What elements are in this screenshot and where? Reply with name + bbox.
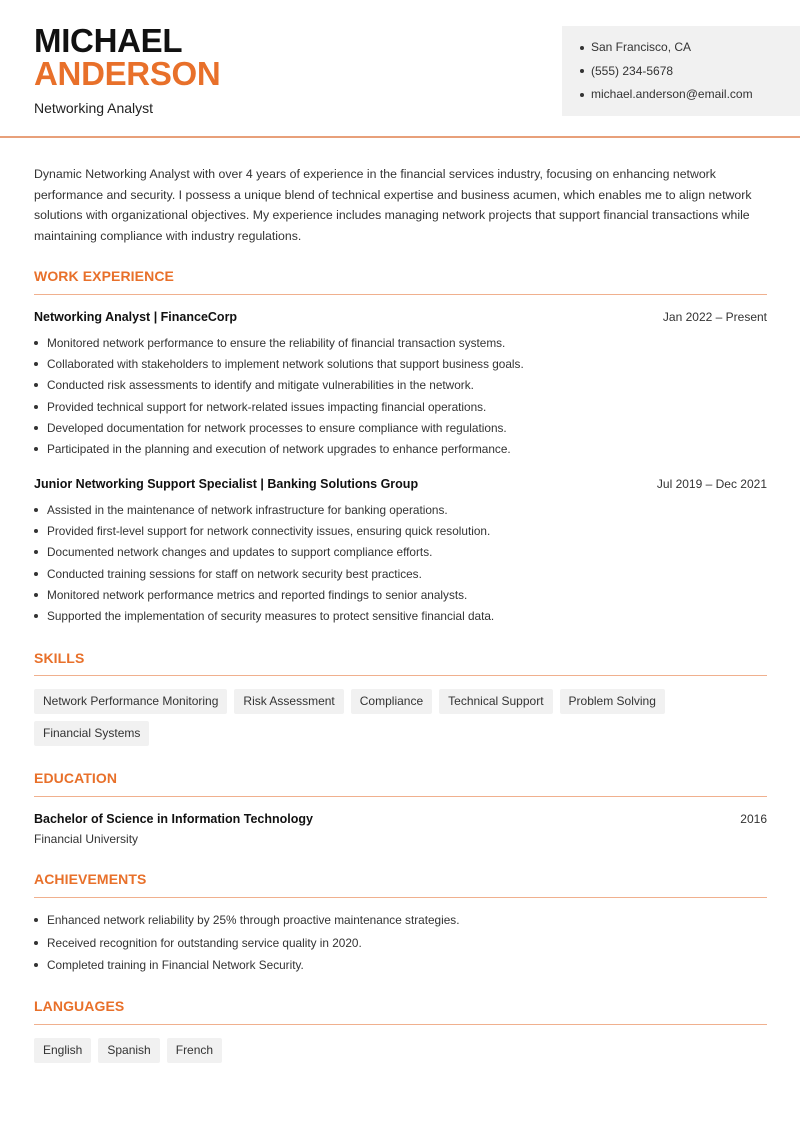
job-dates: Jan 2022 – Present [662, 310, 767, 324]
contact-phone-text: (555) 234-5678 [591, 63, 674, 78]
list-item-text: Provided first-level support for network connectivity issues, ensuring quick resolution. [47, 523, 491, 538]
bullet-icon [580, 93, 584, 97]
list-item [34, 417, 767, 438]
job-bullet-list [34, 499, 767, 627]
list-item-text: Assisted in the maintenance of network infrastructure for banking operations. [47, 502, 448, 517]
last-name: ANDERSON [34, 55, 221, 92]
contact-location-text: San Francisco, CA [591, 40, 692, 55]
list-item [34, 584, 767, 605]
list-item-text: Conducted risk assessments to identify and mitigate vulnerabilities in the network. [47, 378, 474, 393]
bullet-icon [34, 447, 38, 451]
job-header [34, 310, 767, 324]
skill-tag: Financial Systems [34, 721, 149, 746]
list-item-text: Supported the implementation of security measures to protect sensitive financial data. [47, 609, 495, 624]
job-dates: Jul 2019 – Dec 2021 [656, 477, 767, 491]
bullet-icon [34, 362, 38, 366]
list-item [34, 353, 767, 374]
language-tag: Spanish [98, 1038, 159, 1063]
list-item [34, 932, 767, 955]
list-item [34, 375, 767, 396]
achievements-list [34, 909, 767, 977]
bullet-icon [34, 593, 38, 597]
bullet-icon [34, 508, 38, 512]
job-role: Junior Networking Support Specialist | Banking Solutions Group [34, 477, 419, 491]
list-item [34, 396, 767, 417]
bullet-icon [34, 963, 38, 967]
bullet-icon [34, 341, 38, 345]
job-title: Networking Analyst [34, 100, 154, 116]
summary-paragraph: Dynamic Networking Analyst with over 4 years of experience in the financial services industry, focusing on enhancing network performance and security. I possess a unique blend of technical expertise and business acumen, which enables me to align network solutions with organizational objectives. My experience includes managing network projects that support financial transactions while maintaining compliance with industry regulations. [34, 167, 752, 243]
section-divider [34, 796, 767, 797]
list-item-text: Completed training in Financial Network Security. [47, 958, 304, 973]
bullet-icon [34, 529, 38, 533]
list-item-text: Provided technical support for network-related issues impacting financial operations. [47, 399, 487, 414]
list-item [34, 520, 767, 541]
list-item [34, 542, 767, 563]
section-divider [34, 1024, 767, 1025]
list-item [34, 909, 767, 932]
bullet-icon [34, 426, 38, 430]
skills-heading: SKILLS [34, 650, 85, 666]
bullet-icon [34, 572, 38, 576]
list-item-text: Enhanced network reliability by 25% through proactive maintenance strategies. [47, 913, 460, 928]
skill-tag: Technical Support [439, 689, 552, 714]
bullet-icon [34, 614, 38, 618]
list-item-text: Monitored network performance to ensure the reliability of financial transaction systems. [47, 335, 506, 350]
list-item-text: Collaborated with stakeholders to implement network solutions that support business goals. [47, 356, 524, 371]
bullet-icon [580, 69, 584, 73]
contact-phone [580, 60, 800, 84]
list-item-text: Participated in the planning and execution of network upgrades to enhance performance. [47, 442, 511, 457]
skill-tag: Compliance [351, 689, 432, 714]
education-heading: EDUCATION [34, 770, 118, 786]
list-item-text: Developed documentation for network processes to ensure compliance with regulations. [47, 420, 507, 435]
language-tag: English [34, 1038, 91, 1063]
language-tag: French [167, 1038, 222, 1063]
skills-tag-list [34, 689, 767, 746]
list-item [34, 605, 767, 626]
bullet-icon [34, 941, 38, 945]
contact-email [580, 83, 800, 107]
education-school: Financial University [34, 832, 139, 846]
section-divider [34, 294, 767, 295]
job-role: Networking Analyst | FinanceCorp [34, 310, 238, 324]
bullet-icon [34, 918, 38, 922]
list-item [34, 438, 767, 459]
list-item-text: Monitored network performance metrics and reported findings to senior analysts. [47, 587, 468, 602]
job-bullet-list [34, 332, 767, 460]
resume-header [0, 0, 800, 138]
skill-tag: Network Performance Monitoring [34, 689, 227, 714]
skill-tag: Risk Assessment [234, 689, 343, 714]
list-item [34, 499, 767, 520]
list-item [34, 332, 767, 353]
contact-location [580, 36, 800, 60]
contact-box [562, 26, 800, 116]
languages-heading: LANGUAGES [34, 998, 125, 1014]
list-item-text: Received recognition for outstanding service quality in 2020. [47, 935, 362, 950]
bullet-icon [34, 405, 38, 409]
skill-tag: Problem Solving [560, 689, 665, 714]
education-header [34, 812, 767, 826]
list-item-text: Conducted training sessions for staff on network security best practices. [47, 566, 422, 581]
list-item [34, 563, 767, 584]
achievements-heading: ACHIEVEMENTS [34, 871, 147, 887]
job-header [34, 477, 767, 491]
list-item [34, 954, 767, 977]
bullet-icon [34, 550, 38, 554]
bullet-icon [34, 383, 38, 387]
languages-tag-list [34, 1038, 767, 1063]
contact-email-text: michael.anderson@email.com [591, 87, 753, 102]
list-item-text: Documented network changes and updates to support compliance efforts. [47, 545, 433, 560]
education-year: 2016 [740, 812, 767, 826]
bullet-icon [580, 46, 584, 50]
work-experience-heading: WORK EXPERIENCE [34, 268, 174, 284]
education-degree: Bachelor of Science in Information Technology [34, 812, 313, 826]
section-divider [34, 675, 767, 676]
first-name: MICHAEL [34, 22, 183, 59]
section-divider [34, 897, 767, 898]
